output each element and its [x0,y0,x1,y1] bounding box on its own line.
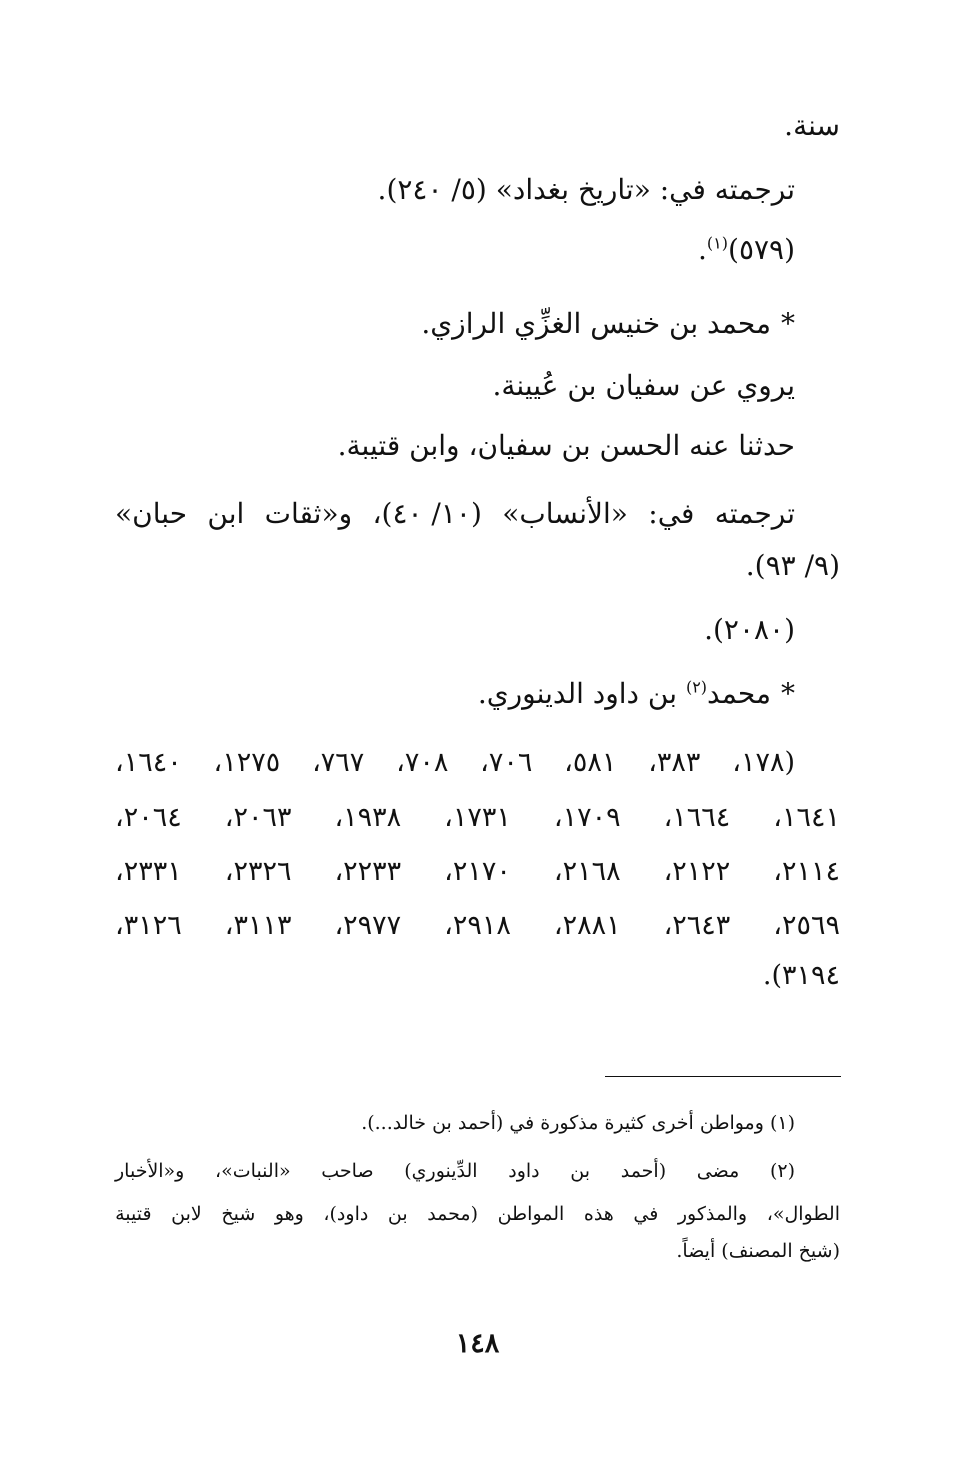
footnote-ref-1[interactable]: (١) [706,233,728,253]
footnote-2-line-3: (شيخ المصنف) أيضاً. [676,1240,840,1262]
footnote-2-line-2: الطوال»، والمذكور في هذه المواطن (محمد بن داود)، وهو شيخ لابن قتيبة [115,1203,840,1225]
text-line-2: ترجمته في: «تاريخ بغداد» (٥/ ٢٤٠). [377,173,795,206]
reference-numbers-row-2: ١٦٤١، ١٦٦٤، ١٧٠٩، ١٧٣١، ١٩٣٨، ٢٠٦٣، ٢٠٦٤، [115,802,840,833]
entry-number: (٥٧٩) [728,233,795,266]
reference-numbers-row-1: (١٧٨، ٣٨٣، ٥٨١، ٧٠٦، ٧٠٨، ٧٦٧، ١٢٧٥، ١٦٤٠، [115,747,795,778]
asterisk-icon: * [781,677,795,710]
page-number: ١٤٨ [455,1328,500,1359]
footnote-1: (١) ومواطن أخرى كثيرة مذكورة في (أحمد بن خالد...). [361,1112,795,1134]
reference-numbers-row-3: ٢١١٤، ٢١٢٢، ٢١٦٨، ٢١٧٠، ٢٢٣٣، ٢٣٢٦، ٢٣٣١، [115,856,840,887]
reference-numbers-row-5: ٣١٩٤). [762,960,840,991]
entry-number-579: (٥٧٩)$^{(١)}$. [698,233,795,266]
entry-number-2080: (٢٠٨٠). [704,613,795,646]
text-line-1: سنة. [784,109,840,142]
entry-name: محمد بن خنيس الغزِّي الرازي. [421,307,771,340]
text-line-7: ترجمته في: «الأنساب» (١٠/ ٤٠)، و«ثقات ابن حبان» [115,497,795,530]
reference-numbers-row-4: ٢٥٦٩، ٢٦٤٣، ٢٨٨١، ٢٩١٨، ٢٩٧٧، ٣١١٣، ٣١٢٦، [115,910,840,941]
asterisk-icon: * [781,307,795,340]
text-line-8: (٩/ ٩٣). [745,549,840,582]
footnote-separator [605,1076,841,1077]
text-line-6: حدثنا عنه الحسن بن سفيان، وابن قتيبة. [337,429,795,462]
footnote-ref-2[interactable]: (٢) [685,677,708,697]
entry-heading-ibn-dawud: *محمد$^{(٢)}$ بن داود الدينوري. [477,677,795,710]
text-line-5: يروي عن سفيان بن عُيينة. [492,369,795,402]
footnote-2-line-1: (٢) مضى (أحمد بن داود الدِّينوري) صاحب «النبات»، و«الأخبار [115,1160,795,1182]
entry-heading-ibn-khunais [421,307,795,340]
